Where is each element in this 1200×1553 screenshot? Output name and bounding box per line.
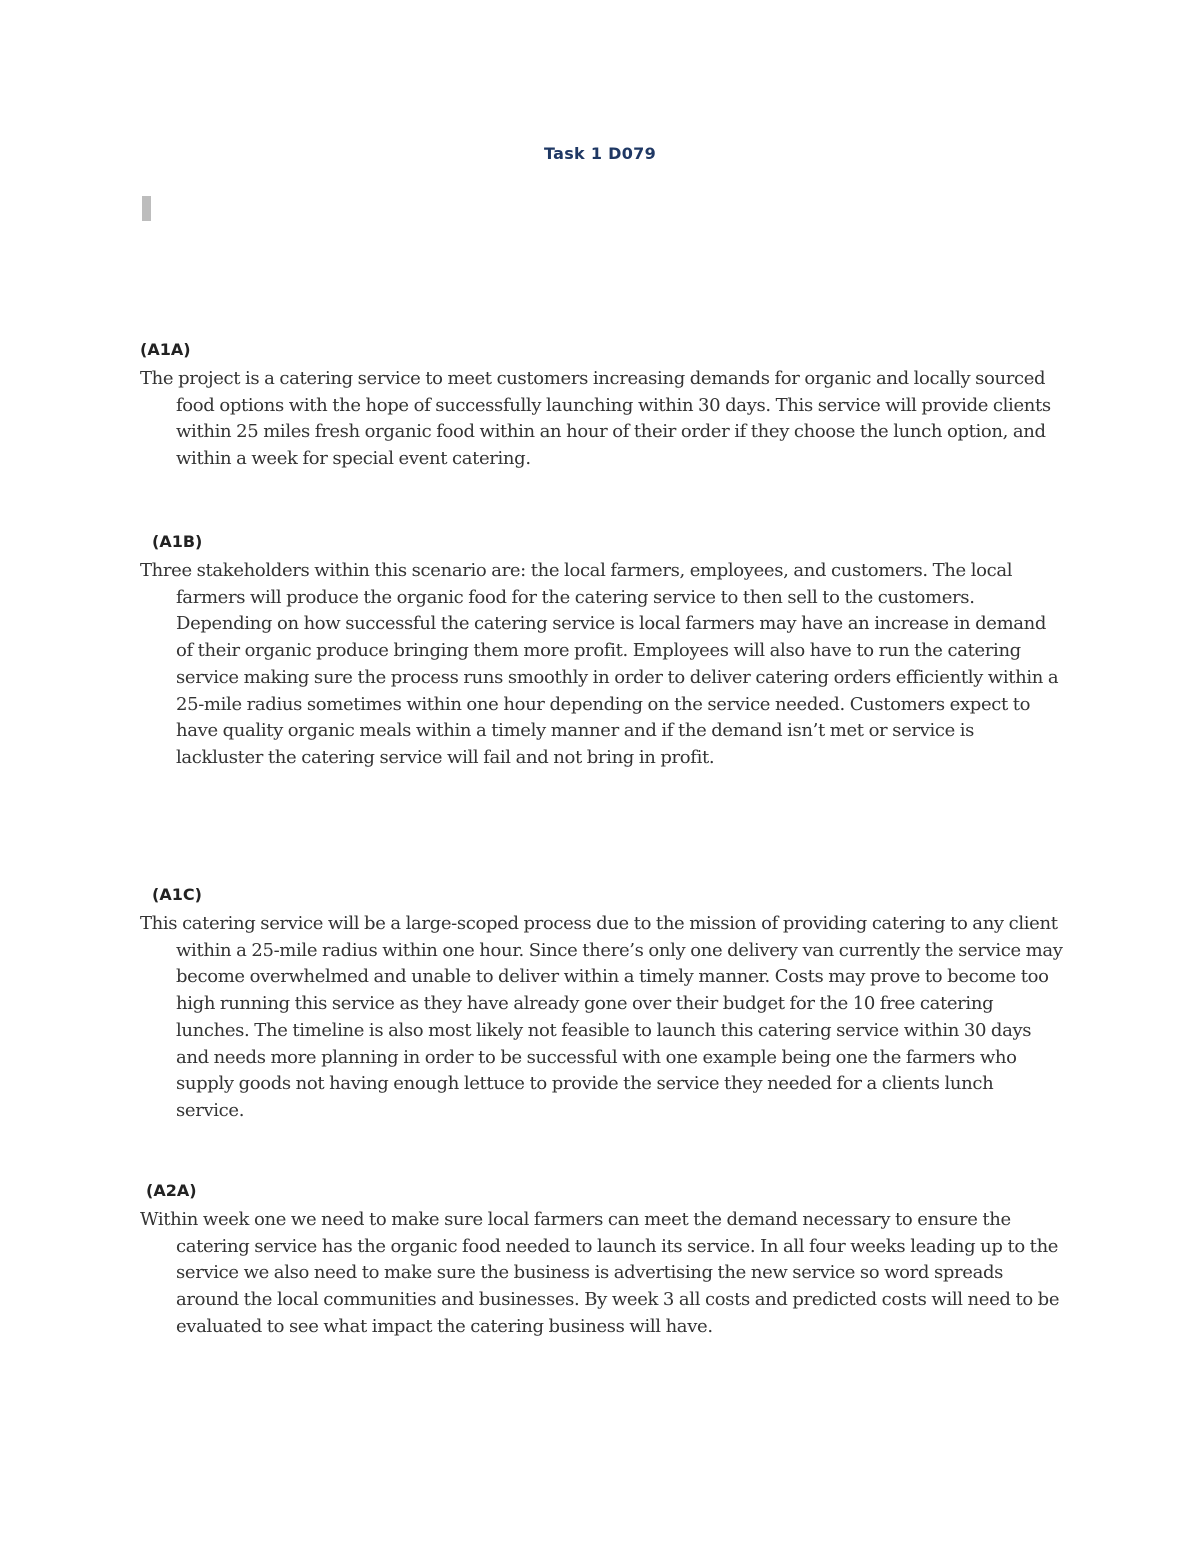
- section-a1b: [140, 532, 1065, 772]
- section-body: Three stakeholders within this scenario are: the local farmers, employees, and customers. The local farmers will produce the organic food for the catering service to then sell to the customers. Depending on how successful the catering service is local farmers may have an increase in demand of their organic produce bringing them more profit. Employees will also have to run the catering service making sure the process runs smoothly in order to deliver catering orders efficiently within a 25-mile radius sometimes within one hour depending on the service needed. Customers expect to have quality organic meals within a timely manner and if the demand isn’t met or service is lackluster the catering service will fail and not bring in profit.: [140, 560, 1059, 768]
- section-heading: (A1C): [152, 885, 202, 904]
- section-a2a: [140, 1181, 1065, 1341]
- section-heading: (A1B): [152, 532, 203, 551]
- section-a1c: [140, 885, 1065, 1125]
- section-heading: (A1A): [140, 340, 191, 359]
- document-title: Task 1 D079: [543, 144, 657, 163]
- section-a1a: [140, 340, 1065, 473]
- section-body: This catering service will be a large-scoped process due to the mission of providing catering to any client within a 25-mile radius within one hour. Since there’s only one delivery van currently the service may become overwhelmed and unable to deliver within a timely manner. Costs may prove to become too high running this service as they have already gone over their budget for the 10 free catering lunches. The timeline is also most likely not feasible to launch this catering service within 30 days and needs more planning in order to be successful with one example being one the farmers who supply goods not having enough lettuce to provide the service they needed for a clients lunch service.: [140, 913, 1063, 1121]
- section-body: The project is a catering service to meet customers increasing demands for organic and locally sourced food options with the hope of successfully launching within 30 days. This service will provide clients within 25 miles fresh organic food within an hour of their order if they choose the lunch option, and within a week for special event catering.: [140, 368, 1051, 470]
- section-heading: (A2A): [146, 1181, 197, 1200]
- section-body: Within week one we need to make sure local farmers can meet the demand necessary to ensure the catering service has the organic food needed to launch its service. In all four weeks leading up to the service we also need to make sure the business is advertising the new service so word spreads around the local communities and businesses. By week 3 all costs and predicted costs will need to be evaluated to see what impact the catering business will have.: [140, 1209, 1060, 1337]
- text-cursor-marker: [142, 196, 151, 221]
